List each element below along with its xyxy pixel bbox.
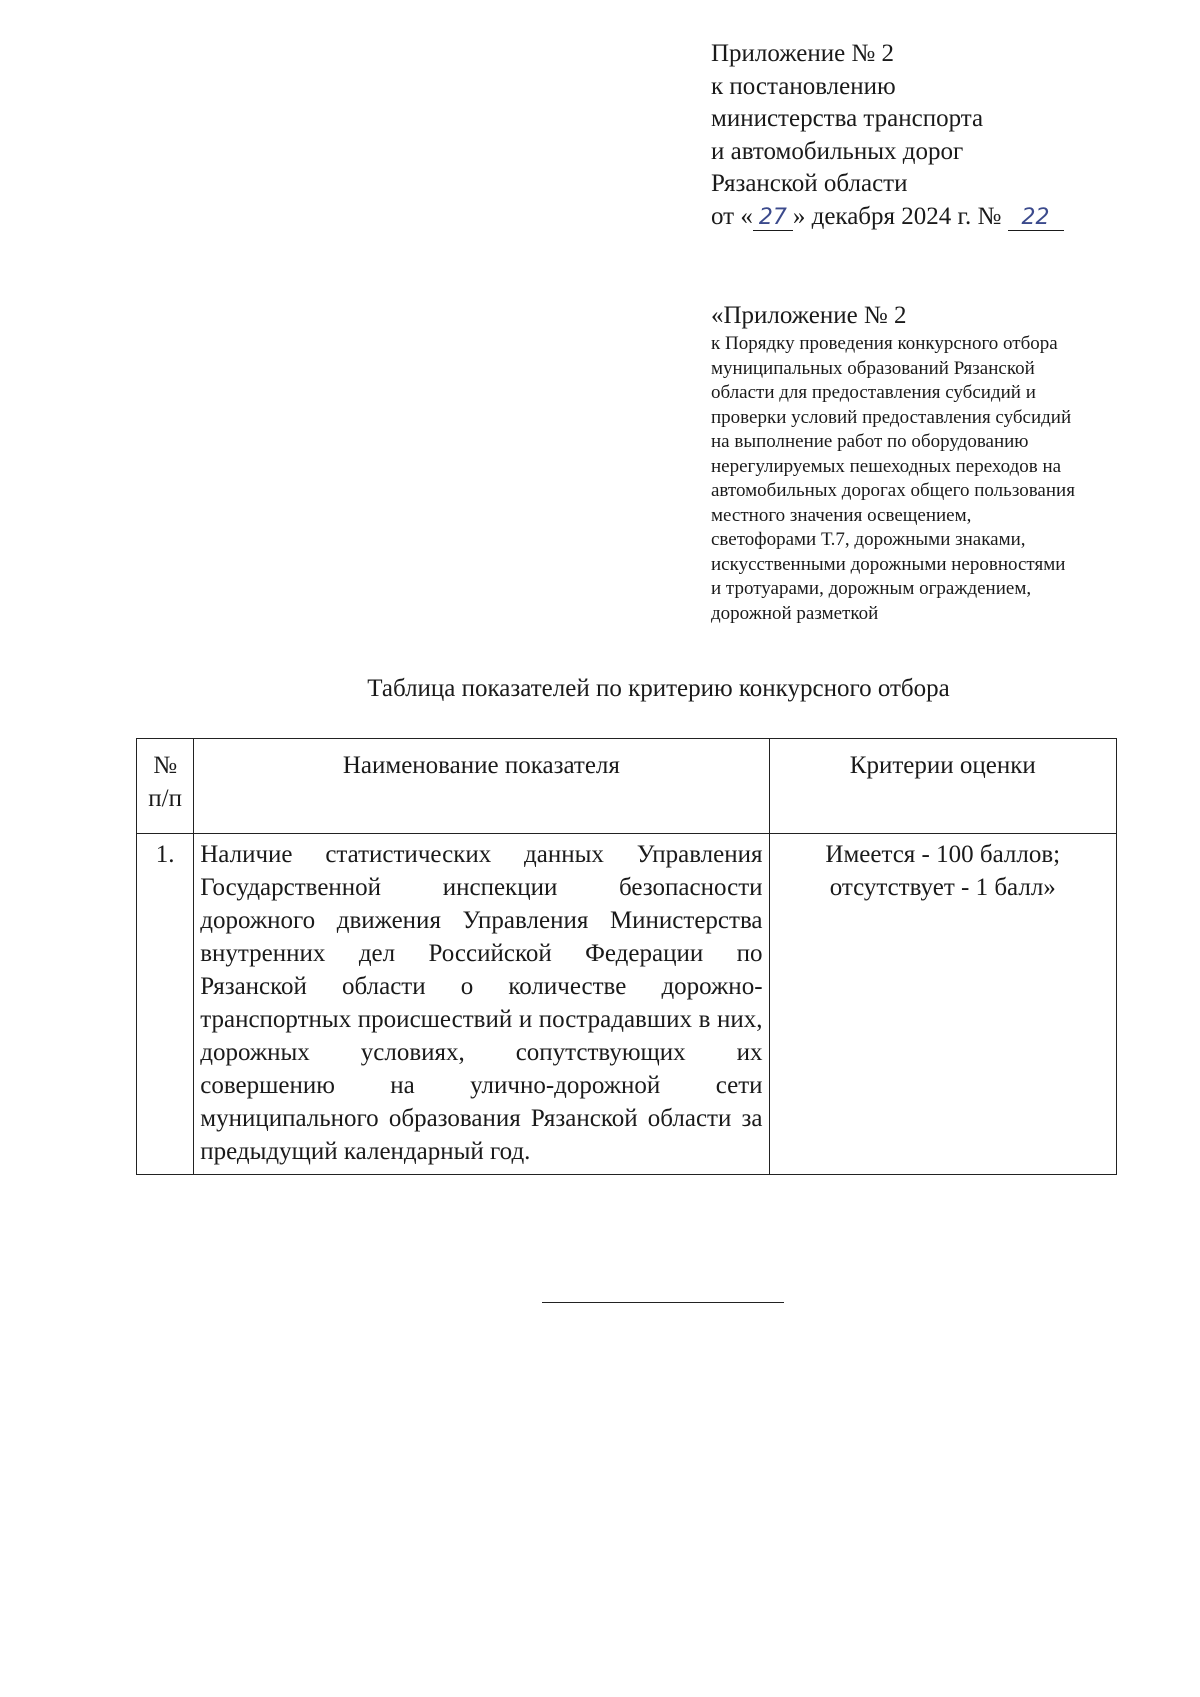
region-name: Рязанской области — [711, 170, 908, 197]
handwritten-day: 27 — [753, 206, 793, 231]
end-of-document-rule — [542, 1302, 784, 1303]
annex-line: муниципальных образований Рязанской — [711, 357, 1035, 379]
annex-line: светофорами Т.7, дорожными знаками, — [711, 529, 1026, 550]
procedure-annex-block — [711, 300, 1171, 626]
resolution-date-line — [711, 201, 1151, 234]
ministry-name-line1: министерства транспорта — [711, 105, 984, 132]
table-title: Таблица показателей по критерию конкурсного отбора — [367, 675, 950, 702]
annex-line: местного значения освещением, — [711, 504, 972, 526]
annex-title: «Приложение № 2 — [711, 302, 907, 329]
annex-line: искусственными дорожными неровностями — [711, 553, 1066, 575]
appendix-header — [711, 38, 1151, 233]
appendix-label: Приложение № 2 — [711, 40, 895, 67]
table-row — [137, 834, 1117, 1175]
criteria-absent: отсутствует - 1 балл» — [829, 874, 1056, 901]
header-indicator-name: Наименование показателя — [194, 739, 769, 834]
annex-line: области для предоставления субсидий и — [711, 382, 1036, 403]
indicators-table — [136, 738, 1117, 1175]
annex-line: автомобильных дорогах общего пользования — [711, 480, 1075, 501]
annex-line: дорожной разметкой — [711, 602, 879, 624]
header-criteria: Критерии оценки — [769, 739, 1116, 834]
criteria-present: Имеется - 100 баллов; — [825, 841, 1061, 868]
ministry-name-line2: и автомобильных дорог — [711, 137, 964, 165]
handwritten-number: 22 — [1008, 206, 1064, 231]
annex-line: и тротуарами, дорожным ограждением, — [711, 578, 1032, 599]
row-number: 1. — [137, 834, 194, 1175]
annex-line: нерегулируемых пешеходных переходов на — [711, 455, 1062, 477]
criteria-cell — [769, 834, 1116, 1175]
header-num: № п/п — [137, 739, 194, 834]
annex-line: на выполнение работ по оборудованию — [711, 431, 1029, 452]
date-prefix: от « — [711, 202, 753, 230]
date-middle: » декабря 2024 г. № — [792, 202, 1008, 230]
annex-line: к Порядку проведения конкурсного отбора — [711, 333, 1058, 354]
resolution-ref: к постановлению — [711, 72, 896, 100]
table-header-row — [137, 739, 1117, 834]
annex-description — [711, 332, 1171, 626]
indicator-description: Наличие статистических данных Управления Государственной инспекции безопасности дорожного движения Управления Министерства внутренних дел Российской Федерации по Рязанской области о количестве дорожно-транспортных происшествий и пострадавших в них, дорожных условиях, сопутствующих их совершению на улично-дорожной сети муниципального образования Рязанской области за предыдущий календарный год. — [194, 834, 769, 1175]
annex-line: проверки условий предоставления субсидий — [711, 406, 1072, 428]
